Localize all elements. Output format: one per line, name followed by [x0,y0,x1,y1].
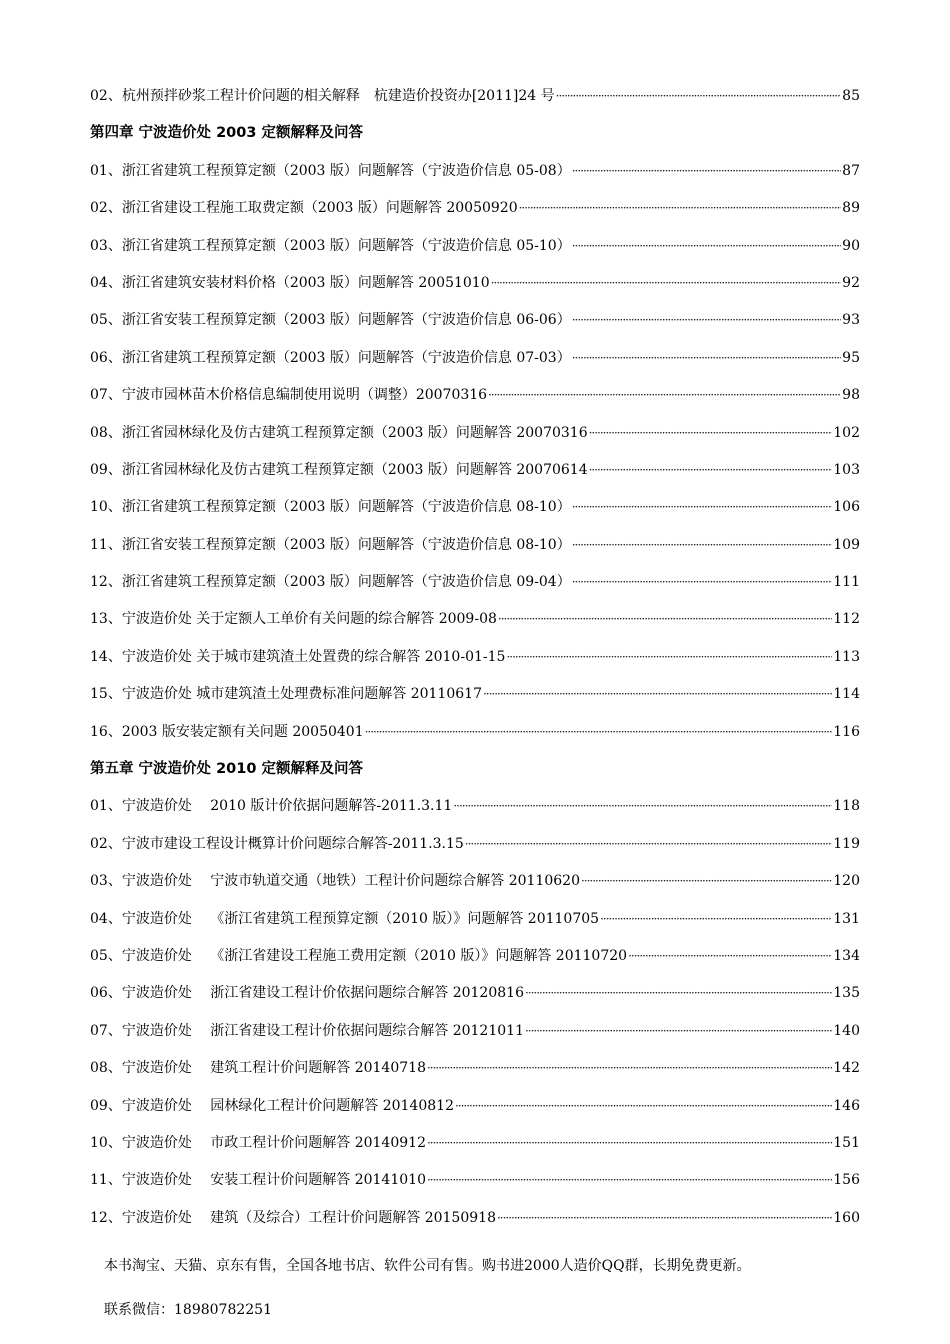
dot-leader [572,236,841,256]
toc-entry-title: 08、宁波造价处 建筑工程计价问题解答 20140718 [90,1060,426,1077]
toc-entry-title: 05、浙江省安装工程预算定额（2003 版）问题解答（宁波造价信息 06-06） [90,312,571,329]
toc-page-number: 146 [833,1097,860,1114]
toc-page-number: 131 [833,910,860,927]
toc-entry [90,460,860,497]
dot-leader [572,572,833,592]
toc-entry [90,946,860,983]
toc-page-number: 142 [833,1060,860,1077]
toc-entry [90,423,860,460]
toc-entry [90,609,860,646]
toc-entry [90,348,860,385]
toc-entry-title: 10、宁波造价处 市政工程计价问题解答 20140912 [90,1134,426,1151]
dot-leader [498,609,832,629]
toc-entry [90,273,860,310]
toc-entry [90,236,860,273]
toc-entry [90,983,860,1020]
toc-page-number: 151 [833,1134,860,1151]
dot-leader [600,909,832,929]
toc-entry [90,1133,860,1170]
dot-leader [427,1170,832,1190]
toc-page-number: 85 [842,88,860,104]
toc-entry-title: 09、浙江省园林绿化及仿古建筑工程预算定额（2003 版）问题解答 20070614 [90,461,588,478]
toc-page-number: 87 [842,162,860,179]
dot-leader [628,946,832,966]
toc-page-number: 109 [833,536,860,553]
toc-entry [90,647,860,684]
dot-leader [427,1133,832,1153]
dot-leader [572,535,833,555]
dot-leader [525,983,832,1003]
toc-page-number: 156 [833,1172,860,1189]
toc-entry [90,1170,860,1207]
toc-entry-title: 06、浙江省建筑工程预算定额（2003 版）问题解答（宁波造价信息 07-03） [90,349,571,366]
toc-entry [90,310,860,347]
toc-entry [90,86,860,123]
toc-entry-title: 02、宁波市建设工程设计概算计价问题综合解答-2011.3.15 [90,835,464,852]
toc-entry [90,722,860,759]
toc-entry-title: 04、浙江省建筑安装材料价格（2003 版）问题解答 20051010 [90,274,490,291]
toc-entry-title: 11、宁波造价处 安装工程计价问题解答 20141010 [90,1172,426,1189]
toc-page-number: 90 [842,237,860,254]
toc-page-number: 93 [842,312,860,329]
dot-leader [506,647,832,667]
dot-leader [589,423,833,443]
toc-entry [90,871,860,908]
dot-leader [519,198,842,218]
dot-leader [525,1021,832,1041]
toc-entry-title: 07、宁波造价处 浙江省建设工程计价依据问题综合解答 20121011 [90,1022,524,1039]
toc-page-number: 106 [833,499,860,516]
toc-page-number: 135 [833,985,860,1002]
toc-page-number: 111 [833,574,860,591]
dot-leader [572,310,841,330]
dot-leader [488,385,841,405]
toc-page-number: 134 [833,947,860,964]
toc-page-number: 120 [833,873,860,890]
toc-entry-title: 12、宁波造价处 建筑（及综合）工程计价问题解答 20150918 [90,1209,496,1226]
toc-page-number: 116 [833,723,860,740]
toc-page-number: 98 [842,387,860,404]
toc-page-number: 118 [833,798,860,815]
toc-page-number: 114 [833,686,860,703]
toc-entry [90,535,860,572]
toc-entry-title: 02、浙江省建设工程施工取费定额（2003 版）问题解答 20050920 [90,200,518,217]
toc-entry [90,1058,860,1095]
toc-entry-title: 03、浙江省建筑工程预算定额（2003 版）问题解答（宁波造价信息 05-10） [90,237,571,254]
toc-entry-title: 01、浙江省建筑工程预算定额（2003 版）问题解答（宁波造价信息 05-08） [90,162,571,179]
toc-page-number: 102 [833,424,860,441]
toc-page-number: 89 [842,200,860,217]
toc-entry-title: 12、浙江省建筑工程预算定额（2003 版）问题解答（宁波造价信息 09-04） [90,574,571,591]
contact-wechat: 联系微信：18980782251 [104,1302,272,1318]
toc-entry-title: 06、宁波造价处 浙江省建设工程计价依据问题综合解答 20120816 [90,985,524,1002]
dot-leader [589,460,833,480]
toc-entry [90,1096,860,1133]
toc-entry-title: 15、宁波造价处 城市建筑渣土处理费标准问题解答 20110617 [90,686,482,703]
dot-leader [572,161,841,181]
dot-leader [427,1058,832,1078]
dot-leader [465,834,832,854]
toc-page-number: 92 [842,274,860,291]
toc-entry [90,684,860,721]
toc-entry [90,796,860,833]
toc-entry-title: 07、宁波市园林苗木价格信息编制使用说明（调整）20070316 [90,387,488,404]
toc-entry [90,834,860,871]
dot-leader [572,497,833,517]
toc-entry-title: 03、宁波造价处 宁波市轨道交通（地铁）工程计价问题综合解答 20110620 [90,873,580,890]
toc-entry [90,161,860,198]
purchase-note: 本书淘宝、天猫、京东有售，全国各地书店、软件公司有售。购书进2000人造价QQ群，长期免费更新。 [104,1258,751,1274]
toc-entry [90,497,860,534]
toc-entry-title: 05、宁波造价处 《浙江省建设工程施工费用定额（2010 版）》问题解答 20110720 [90,947,628,964]
toc-entry-title: 14、宁波造价处 关于城市建筑渣土处置费的综合解答 2010-01-15 [90,648,506,665]
dot-leader [497,1208,832,1228]
toc-entry [90,385,860,422]
toc-entry-title: 02、杭州预拌砂浆工程计价问题的相关解释 杭建造价投资办[2011]24 号 [90,88,555,104]
toc-page-number: 112 [833,611,860,628]
dot-leader [453,796,832,816]
dot-leader [491,273,842,293]
toc-page-number: 113 [833,648,860,665]
chapter-heading [90,123,860,160]
dot-leader [581,871,832,891]
toc-page-number: 160 [833,1209,860,1226]
toc-page-number: 103 [833,461,860,478]
chapter-title: 第五章 宁波造价处 2010 定额解释及问答 [90,761,363,778]
toc-page-number: 140 [833,1022,860,1039]
toc-page-number: 119 [833,835,860,852]
dot-leader [556,86,842,106]
dot-leader [365,722,833,742]
dot-leader [572,348,841,368]
toc-entry-title: 11、浙江省安装工程预算定额（2003 版）问题解答（宁波造价信息 08-10） [90,536,571,553]
dot-leader [483,684,832,704]
toc-page-number: 95 [842,349,860,366]
toc-entry [90,1208,860,1245]
toc-entry [90,909,860,946]
toc-entry-title: 01、宁波造价处 2010 版计价依据问题解答-2011.3.11 [90,798,453,815]
toc-entry-title: 16、2003 版安装定额有关问题 20050401 [90,723,364,740]
toc-entry [90,1021,860,1058]
toc-entry [90,572,860,609]
toc-entry-title: 09、宁波造价处 园林绿化工程计价问题解答 20140812 [90,1097,454,1114]
chapter-title: 第四章 宁波造价处 2003 定额解释及问答 [90,125,363,142]
toc-entry-title: 04、宁波造价处 《浙江省建筑工程预算定额（2010 版）》问题解答 20110705 [90,910,600,927]
toc-entry-title: 10、浙江省建筑工程预算定额（2003 版）问题解答（宁波造价信息 08-10） [90,499,571,516]
toc-entry [90,198,860,235]
table-of-contents [90,86,860,1245]
toc-entry-title: 13、宁波造价处 关于定额人工单价有关问题的综合解答 2009-08 [90,611,497,628]
chapter-heading [90,759,860,796]
toc-entry-title: 08、浙江省园林绿化及仿古建筑工程预算定额（2003 版）问题解答 20070316 [90,424,588,441]
dot-leader [455,1096,832,1116]
